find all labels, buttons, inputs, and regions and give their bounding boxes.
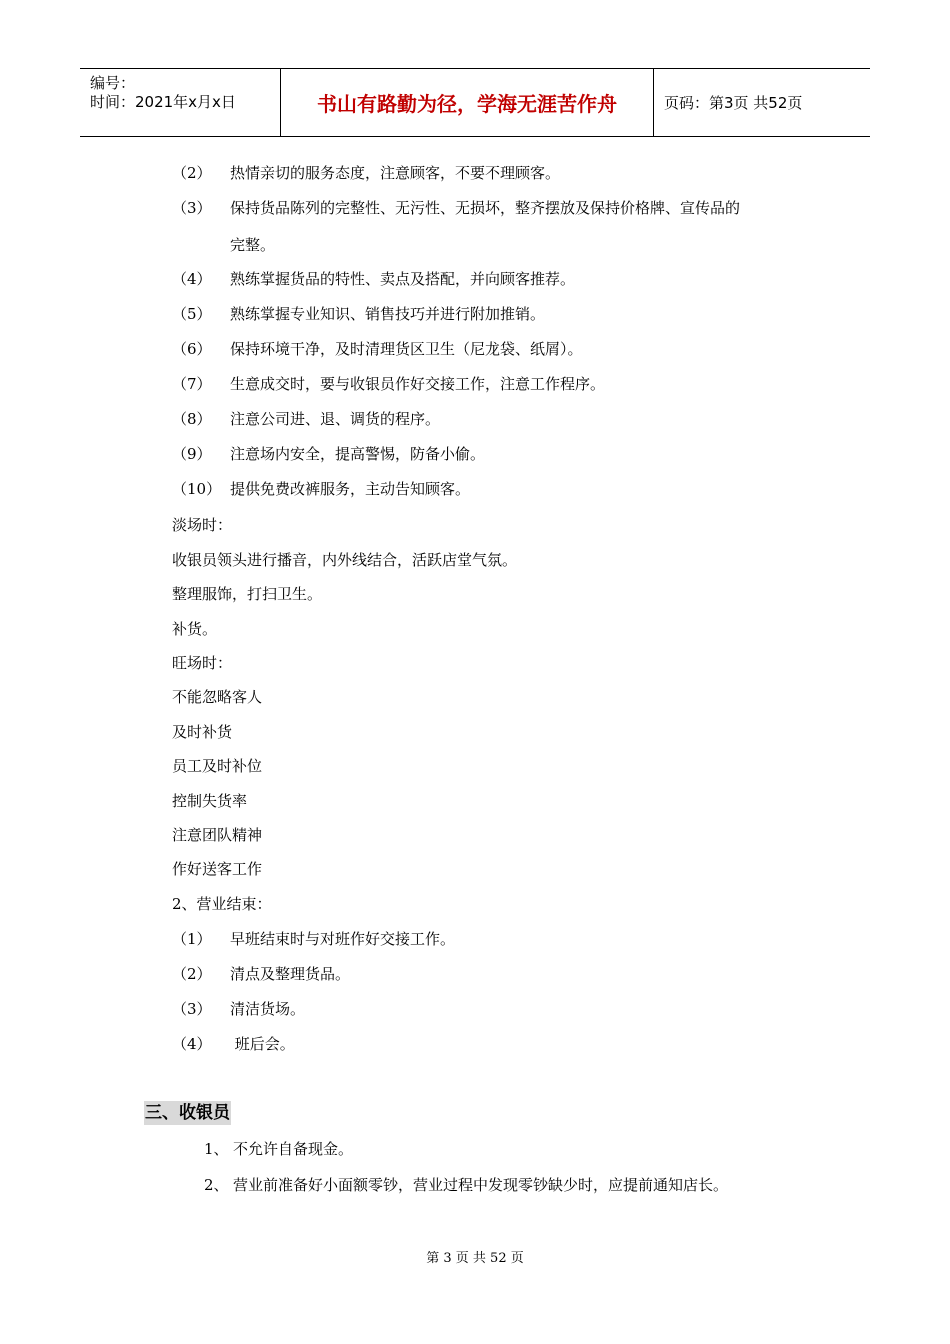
list-item: （3） 清洁货场。 — [172, 1000, 306, 1018]
text-line: 收银员领头进行播音，内外线结合，活跃店堂气氛。 — [172, 551, 518, 569]
subheading-quiet-time: 淡场时： — [172, 516, 233, 534]
list-item: （4） 熟练掌握货品的特性、卖点及搭配，并向顾客推荐。 — [172, 270, 576, 288]
header-motto: 书山有路勤为径，学海无涯苦作舟 — [317, 92, 617, 116]
list-item: （2） 清点及整理货品。 — [172, 965, 351, 983]
text-line: 不能忽略客人 — [172, 688, 263, 706]
list-item: 1、 不允许自备现金。 — [204, 1140, 354, 1158]
text-line: 控制失货率 — [172, 792, 248, 810]
header-motto-cell — [281, 69, 654, 136]
subheading-peak-time: 旺场时： — [172, 654, 233, 672]
list-item: （4） 班后会。 — [172, 1035, 295, 1053]
header-page-info: 页码：第3页 共52页 — [664, 94, 803, 112]
list-item-continuation: 完整。 — [230, 236, 276, 254]
list-item: （3） 保持货品陈列的完整性、无污性、无损坏，整齐摆放及保持价格牌、宣传品的 — [172, 199, 741, 217]
list-item: （6） 保持环境干净，及时清理货区卫生（尼龙袋、纸屑）。 — [172, 340, 583, 358]
list-item: （5） 熟练掌握专业知识、销售技巧并进行附加推销。 — [172, 305, 546, 323]
page-header — [80, 68, 870, 137]
list-item: （9） 注意场内安全，提高警惕，防备小偷。 — [172, 445, 486, 463]
list-item: 2、 营业前准备好小面额零钞，营业过程中发现零钞缺少时，应提前通知店长。 — [204, 1176, 729, 1194]
subheading-closing: 2、营业结束： — [172, 895, 272, 913]
section-heading: 三、收银员 — [145, 1103, 230, 1123]
document-date-label: 时间：2021年x月x日 — [90, 93, 236, 111]
text-line: 及时补货 — [172, 723, 233, 741]
text-line: 整理服饰，打扫卫生。 — [172, 585, 323, 603]
text-line: 员工及时补位 — [172, 757, 263, 775]
list-item: （7） 生意成交时，要与收银员作好交接工作，注意工作程序。 — [172, 375, 606, 393]
document-number-label: 编号： — [90, 74, 136, 92]
list-item: （8） 注意公司进、退、调货的程序。 — [172, 410, 441, 428]
list-item: （1） 早班结束时与对班作好交接工作。 — [172, 930, 456, 948]
list-item: （2） 热情亲切的服务态度，注意顾客，不要不理顾客。 — [172, 164, 561, 182]
text-line: 注意团队精神 — [172, 826, 263, 844]
list-item: （10） 提供免费改裤服务，主动告知顾客。 — [172, 480, 471, 498]
text-line: 补货。 — [172, 620, 218, 638]
header-meta-cell — [80, 69, 281, 136]
text-line: 作好送客工作 — [172, 860, 263, 878]
page-footer: 第 3 页 共 52 页 — [426, 1251, 524, 1266]
